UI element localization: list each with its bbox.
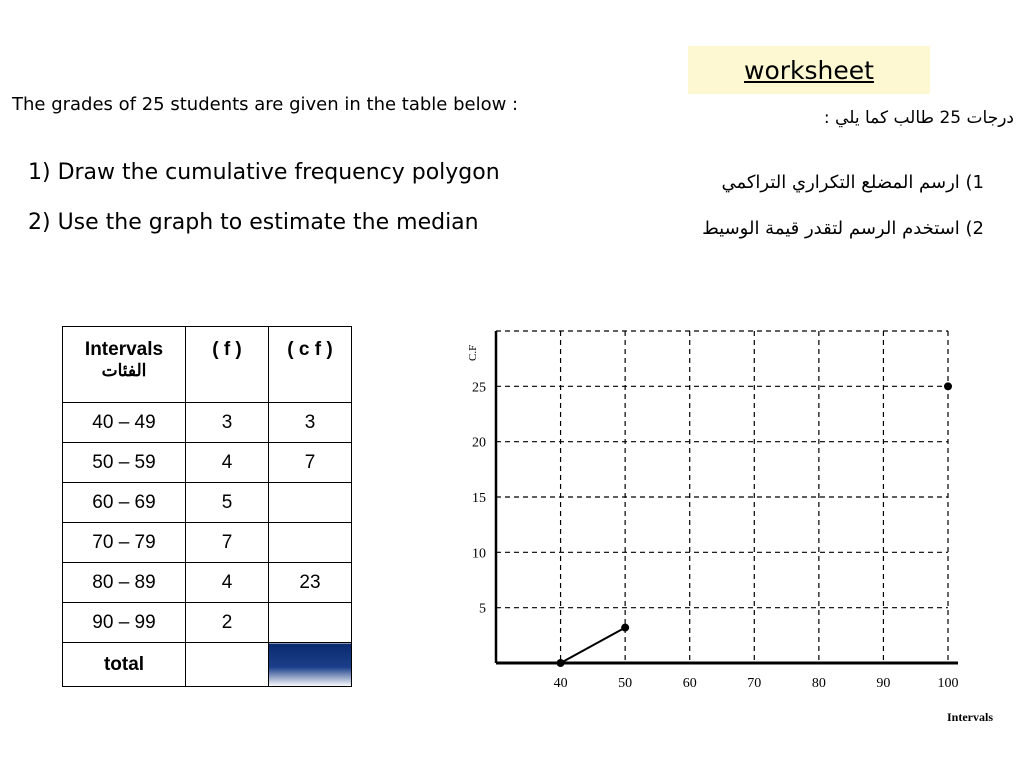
x-tick-label: 40	[553, 676, 568, 691]
y-tick-label: 15	[472, 491, 486, 506]
f-cell: 7	[186, 523, 269, 563]
y-tick-label: 25	[472, 380, 486, 396]
question-2-arabic: 2) استخدم الرسم لتقدر قيمة الوسيط	[702, 218, 984, 239]
interval-cell: 60 – 69	[63, 483, 186, 523]
data-point	[621, 624, 629, 632]
worksheet-title: worksheet	[688, 46, 930, 94]
y-tick-label: 5	[479, 601, 486, 617]
total-label: total	[63, 643, 186, 687]
question-1-arabic: 1) ارسم المضلع التكراري التراكمي	[721, 172, 984, 193]
cf-cell[interactable]: 23	[269, 563, 352, 603]
question-2: 2) Use the graph to estimate the median	[28, 210, 479, 235]
y-tick-label: 20	[472, 435, 486, 451]
x-tick-label: 60	[682, 676, 697, 691]
interval-cell: 70 – 79	[63, 523, 186, 563]
f-cell: 3	[186, 403, 269, 443]
f-cell: 4	[186, 443, 269, 483]
y-axis-label: C.F	[467, 344, 479, 361]
cf-cell[interactable]: 7	[269, 443, 352, 483]
y-tick-label: 10	[472, 546, 486, 562]
f-cell: 2	[186, 603, 269, 643]
question-1: 1) Draw the cumulative frequency polygon	[28, 160, 500, 185]
x-tick-label: 90	[876, 676, 891, 691]
f-cell: 5	[186, 483, 269, 523]
header-intervals-arabic: الفئات	[101, 361, 147, 380]
x-tick-label: 50	[618, 676, 633, 691]
interval-cell: 90 – 99	[63, 603, 186, 643]
data-point	[944, 382, 952, 390]
header-cf: ( c f )	[269, 327, 352, 403]
cf-cell[interactable]: 3	[269, 403, 352, 443]
x-tick-label: 80	[811, 676, 826, 691]
data-point	[557, 659, 565, 667]
series-line	[561, 628, 626, 663]
interval-cell: 40 – 49	[63, 403, 186, 443]
x-tick-label: 70	[747, 676, 762, 691]
header-f: ( f )	[186, 327, 269, 403]
interval-cell: 80 – 89	[63, 563, 186, 603]
intro-text-arabic: درجات 25 طالب كما يلي :	[823, 108, 1014, 128]
header-intervals-label: Intervals	[84, 339, 164, 360]
f-cell: 4	[186, 563, 269, 603]
interval-cell: 50 – 59	[63, 443, 186, 483]
x-tick-label: 100	[937, 676, 959, 691]
x-axis-label: Intervals	[947, 710, 993, 724]
intro-text: The grades of 25 students are given in the table below :	[12, 94, 519, 115]
